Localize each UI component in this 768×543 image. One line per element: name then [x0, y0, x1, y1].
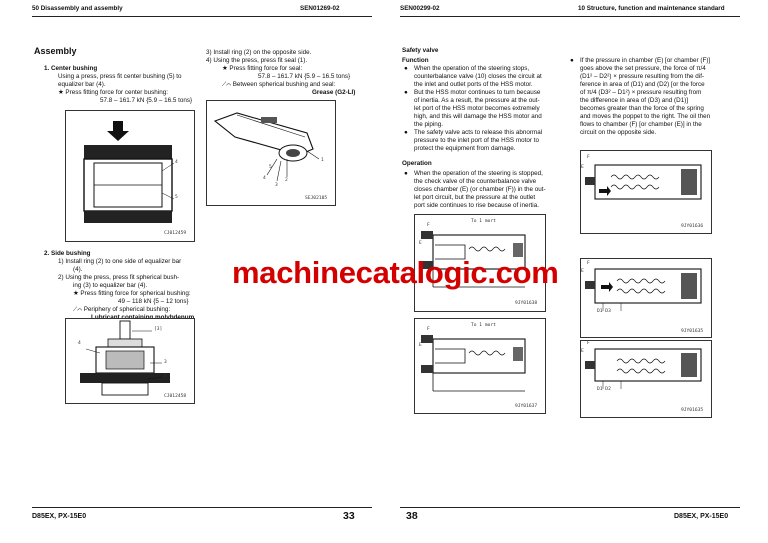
- fig3-top-label: [3]: [154, 327, 163, 332]
- valve-c-id: 9JY01636: [681, 224, 704, 229]
- step2-lube-text: Periphery of spherical bushing:: [83, 306, 171, 313]
- function-bullet-3-l2: pressure to the inlet port of the HSS motor to: [414, 137, 539, 144]
- figure-seal: [206, 100, 336, 206]
- step3-force: 57.8 – 161.7 kN {5.9 – 16.5 tons}: [258, 73, 351, 80]
- valve-b-top-text: To 1 mort: [471, 323, 496, 328]
- operation-bullet-l3: closes chamber (E) (or chamber (F)) in the out-: [414, 186, 546, 193]
- step1-force: 57.8 – 161.7 kN {5.9 – 16.5 tons}: [100, 97, 193, 104]
- valve-d-d-labels: D1 D3: [597, 309, 611, 314]
- function-bullet-2-l5: the piping.: [414, 121, 444, 128]
- col2-line-9: flows to chamber (F) [or chamber (E)] in the: [580, 121, 702, 128]
- function-bullet-1-l3: the inlet and outlet ports of the HSS motor.: [414, 81, 533, 88]
- valve-d-drawing: [581, 259, 711, 337]
- function-bullet-2-l1: But the HSS motor continues to turn because: [414, 89, 541, 96]
- figure-center-bushing: [65, 110, 195, 242]
- valve-c-label-f: F: [587, 155, 590, 160]
- valve-d-id: 9JY01635: [681, 329, 704, 334]
- fig1-label-4: 4: [175, 160, 178, 165]
- fig2-label-3: 3: [275, 183, 278, 188]
- fig2-id: SEJ02105: [305, 196, 328, 201]
- left-header-docnum: SEN01269-02: [300, 5, 340, 12]
- step2-force: 49 – 118 kN {5 – 12 tons}: [118, 298, 189, 305]
- safety-valve-title: Safety valve: [402, 47, 439, 54]
- function-bullet-1-dot: ●: [404, 65, 408, 72]
- operation-heading: Operation: [402, 160, 432, 167]
- step1-title: 1. Center bushing: [44, 65, 98, 72]
- col2-bullet-dot: ●: [570, 57, 574, 64]
- valve-b-drawing: [415, 319, 545, 413]
- step3-grease-text: Between spherical bushing and seal:: [232, 81, 336, 88]
- step2-lube-line: [73, 306, 170, 314]
- function-bullet-2-l2: of inertia. As a result, the pressure at the out-: [414, 97, 540, 104]
- operation-bullet-l2: the check valve of the counterbalance valve: [414, 178, 537, 185]
- left-footer-model: D85EX, PX-15E0: [32, 513, 87, 520]
- valve-c-drawing: [581, 151, 711, 233]
- valve-e-id: 9JY01635: [681, 408, 704, 413]
- col2-line-7: becomes greater than the force of the spring: [580, 105, 704, 112]
- right-footer-model: D85EX, PX-15E0: [674, 513, 729, 520]
- assembly-heading: Assembly: [34, 46, 77, 56]
- function-bullet-3-l3: protect the equipment from damage.: [414, 145, 516, 152]
- step1-line1: Using a press, press fit center bushing (5) to: [58, 73, 182, 80]
- step3-grease-line: [222, 81, 335, 89]
- valve-e-label-e: E: [581, 349, 584, 354]
- seal-drawing: [207, 101, 335, 205]
- col2-line-2: goes above the set pressure, the force of π/4: [580, 65, 706, 72]
- fig1-label-5: 5: [175, 195, 178, 200]
- step2-line2: (4).: [73, 266, 83, 273]
- step2-line3: 2) Using the press, press fit spherical bush-: [58, 274, 180, 281]
- valve-d-label-e: E: [581, 269, 584, 274]
- step1-star: ★ Press fitting force for center bushing:: [58, 89, 168, 96]
- valve-a-label-f: F: [427, 223, 430, 228]
- col2-line-10: circuit on the opposite side.: [580, 129, 657, 136]
- valve-b-label-f: F: [427, 327, 430, 332]
- function-bullet-2-l4: high, and this will damage the HSS motor and: [414, 113, 542, 120]
- step2-title: 2. Side bushing: [44, 250, 91, 257]
- valve-a-label-e: E: [419, 241, 422, 246]
- step3-star: ★ Press fitting force for seal:: [222, 65, 303, 72]
- right-header-rule: [400, 16, 740, 17]
- step2-line4: ing (3) to equalizer bar (4).: [73, 282, 148, 289]
- function-bullet-1-l2: counterbalance valve (10) closes the circuit at: [414, 73, 542, 80]
- step3-line1: 3) Install ring (2) on the opposite side.: [206, 49, 312, 56]
- step1-line2: equalizer bar (4).: [58, 81, 106, 88]
- function-bullet-3-dot: ●: [404, 129, 408, 136]
- right-header-docnum: SEN00299-02: [400, 5, 440, 12]
- step2-line1: 1) Install ring (2) to one side of equalizer bar: [58, 258, 182, 265]
- function-bullet-2-l3: let port of the HSS motor becomes extremely: [414, 105, 540, 112]
- grease-icon: ⟋⌒: [222, 82, 231, 88]
- fig3-label-3: 3: [164, 360, 167, 365]
- figure-side-bushing: [65, 318, 195, 404]
- figure-valve-e: [580, 340, 712, 418]
- fig3-id: CJ012458: [164, 394, 187, 399]
- figure-valve-b: [414, 318, 546, 414]
- col2-line-1: If the pressure in chamber (E) [or chamber (F)]: [580, 57, 711, 64]
- right-footer-rule: [400, 507, 740, 508]
- col2-line-3: (D1² – D2²) × pressure resulting from the dif-: [580, 73, 705, 80]
- valve-b-id: 9JY01637: [515, 404, 538, 409]
- col2-line-4: ference in area of (D1) and (D2) [or the force: [580, 81, 705, 88]
- valve-e-label-f: F: [587, 341, 590, 346]
- function-bullet-2-dot: ●: [404, 89, 408, 96]
- col2-line-6: the difference in area of (D3) and (D1)]: [580, 97, 689, 104]
- watermark-text: machinecatalogic.com: [232, 255, 559, 290]
- fig1-id: CJ012459: [164, 231, 187, 236]
- col2-line-5: of π/4 (D3² – D1²) × pressure resulting from: [580, 89, 702, 96]
- valve-a-top-text: To 1 mort: [471, 219, 496, 224]
- valve-d-label-f: F: [587, 261, 590, 266]
- side-bushing-drawing: [66, 319, 194, 403]
- function-bullet-3-l1: The safety valve acts to release this abnormal: [414, 129, 543, 136]
- function-bullet-1-l1: When the operation of the steering stops,: [414, 65, 530, 72]
- right-page-number: 38: [406, 510, 418, 522]
- valve-e-d-labels: D1 D2: [597, 387, 611, 392]
- valve-c-label-e: E: [581, 165, 584, 170]
- lubricant-icon: ⟋⌒: [73, 307, 82, 313]
- operation-bullet-l1: When the operation of the steering is stopped,: [414, 170, 543, 177]
- left-page-number: 33: [343, 510, 355, 522]
- operation-bullet-l4: let port circuit, but the pressure at the outlet: [414, 194, 536, 201]
- fig2-label-1: 1: [321, 158, 324, 163]
- left-header-rule: [32, 16, 372, 17]
- figure-valve-c: [580, 150, 712, 234]
- center-bushing-drawing: [66, 111, 194, 241]
- fig2-label-2: 2: [285, 178, 288, 183]
- left-header-title: 50 Disassembly and assembly: [32, 5, 123, 12]
- step3-grease: Grease (G2-LI): [312, 89, 356, 96]
- fig3-label-5: 5: [164, 374, 167, 379]
- valve-a-id: 9JY01638: [515, 301, 538, 306]
- operation-bullet-l5: port side continues to rise because of inertia.: [414, 202, 539, 209]
- fig2-label-4: 4: [263, 176, 266, 181]
- function-heading: Function: [402, 57, 429, 64]
- col2-line-8: and moves the poppet to the right. The oil then: [580, 113, 711, 120]
- valve-b-label-e: E: [419, 343, 422, 348]
- right-header-title: 10 Structure, function and maintenance standard: [578, 5, 725, 12]
- fig2-label-5: 5: [269, 165, 272, 170]
- step2-star: ★ Press fitting force for spherical bushing:: [73, 290, 191, 297]
- valve-e-drawing: [581, 341, 711, 417]
- step3-line2: 4) Using the press, press fit seal (1).: [206, 57, 308, 64]
- operation-bullet-dot: ●: [404, 170, 408, 177]
- left-footer-rule: [32, 507, 372, 508]
- figure-valve-d: [580, 258, 712, 338]
- fig3-label-4: 4: [78, 341, 81, 346]
